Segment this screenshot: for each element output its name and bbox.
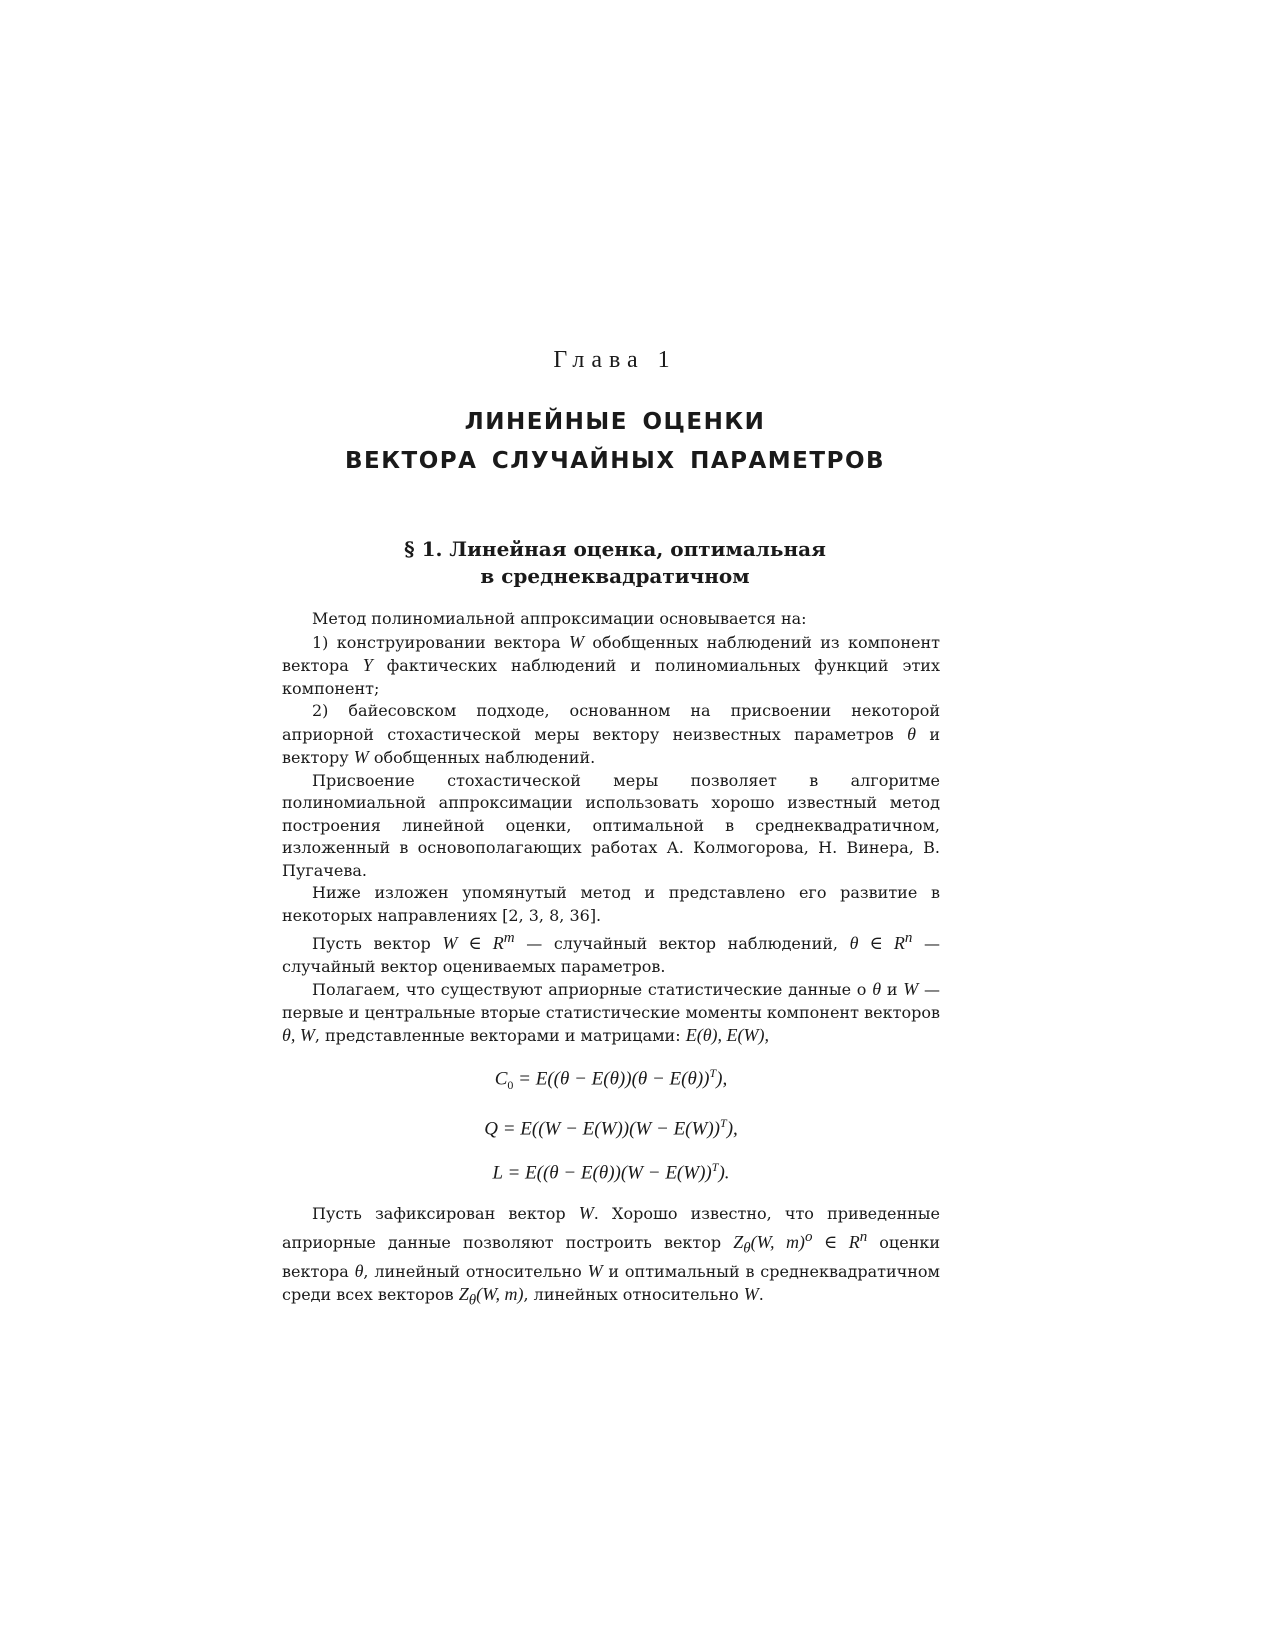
text-fragment: — случайный вектор оцениваемых параметров. [282, 934, 940, 976]
text-fragment: оценки вектора [282, 1232, 941, 1281]
paragraph-item-1 [282, 631, 940, 701]
math-var: θ [907, 723, 916, 744]
formula-block [282, 1054, 940, 1193]
math-sub: 0 [507, 1077, 514, 1092]
section-title-line-1: § 1. Линейная оценка, оптимальная [404, 537, 826, 561]
paragraph-intro: Метод полиномиальной аппроксимации основывается на: [312, 609, 807, 628]
math-sup: n [904, 930, 913, 946]
math-sub: θ [468, 1292, 477, 1309]
math-sup: n [859, 1228, 868, 1245]
text-fragment: и оптимальный в среднеквадратичном среди всех векторов [282, 1261, 940, 1305]
text-fragment: . [758, 1285, 764, 1305]
math-text: ). [718, 1162, 730, 1184]
paragraph-estimate [282, 1202, 940, 1312]
math-sup: o [804, 1228, 813, 1245]
body-text [282, 608, 940, 1312]
math-text: C [494, 1067, 508, 1089]
text-fragment: 1) конструировании вектора [312, 632, 561, 652]
math-text: Z [733, 1231, 744, 1252]
math-var: W [587, 1260, 603, 1281]
text-fragment: , линейных относительно [523, 1285, 739, 1305]
math-sup: T [720, 1115, 727, 1130]
paragraph-method: Ниже изложен упомянутый метод и представлено его развитие в некоторых направлениях [2, 3, 8, 36]. [282, 883, 940, 925]
math-expr [849, 930, 913, 953]
math-expr: E(θ), E(W), [685, 1025, 770, 1045]
text-fragment: — первые и центральные вторые статистические моменты компонент векторов [282, 980, 941, 1022]
text-fragment: . Хорошо известно, что приведенные априорные данные позволяют построить вектор [282, 1204, 941, 1252]
math-expr [458, 1284, 524, 1309]
math-text: L = E((θ − E(θ))(W − E(W)) [492, 1162, 712, 1184]
math-expr [733, 1228, 868, 1257]
math-text: θ ∈ R [849, 933, 905, 953]
section-title-line-2: в среднеквадратичном [480, 564, 750, 588]
chapter-label: Глава 1 [553, 347, 677, 373]
text-fragment: фактических наблюдений и полиномиальных функций этих компонент; [282, 656, 940, 698]
math-text: (W, m) [476, 1284, 524, 1305]
math-var: W [569, 631, 585, 652]
math-var: W [903, 979, 919, 999]
math-text: ), [726, 1117, 738, 1139]
text-fragment: Полагаем, что существуют априорные статистические данные о [312, 980, 867, 999]
paragraph-apriori [282, 978, 940, 1048]
math-text: (W, m) [750, 1231, 805, 1252]
math-var: θ [354, 1260, 364, 1281]
paragraph-item-2 [282, 700, 940, 770]
math-var: θ, W [282, 1025, 315, 1045]
text-fragment: , линейный относительно [363, 1261, 582, 1281]
math-text: = E((θ − E(θ))(θ − E(θ)) [513, 1067, 710, 1089]
formula-q [282, 1104, 940, 1148]
section-title [0, 536, 1230, 590]
math-var: W [743, 1284, 759, 1305]
paragraph-stochastic-measure: Присвоение стохастической меры позволяет в алгоритме полиномиальной аппроксимации использовать хорошо известный метод построения линейной оценки, оптимальной в среднеквадратичном, изложенный в основополагающих работах А. Колмогорова, Н. Винера, В. Пугачева. [282, 770, 940, 880]
math-var: Y [362, 655, 373, 675]
text-fragment: Пусть вектор [312, 934, 431, 953]
paragraph-vectors [282, 927, 940, 978]
math-var: θ [872, 979, 882, 999]
math-sup: m [503, 930, 515, 946]
math-sup: T [709, 1065, 717, 1080]
text-fragment: и [886, 980, 898, 999]
formula-l [282, 1148, 940, 1192]
math-var: W [353, 747, 369, 767]
formula-c0 [282, 1054, 940, 1104]
chapter-title [0, 403, 1230, 481]
math-text: W ∈ R [442, 933, 504, 953]
text-fragment: обобщенных наблюдений из компонент вектора [282, 632, 940, 675]
text-fragment: — случайный вектор наблюдений, [526, 934, 838, 953]
math-sup: T [711, 1159, 719, 1174]
text-fragment: обобщенных наблюдений. [373, 748, 596, 767]
math-sub: θ [743, 1240, 751, 1257]
math-text: ∈ R [823, 1231, 860, 1252]
math-expr [442, 930, 515, 953]
text-fragment: , представленные векторами и матрицами: [314, 1026, 681, 1045]
math-text: Z [458, 1284, 469, 1305]
chapter-title-line-2: ВЕКТОРА СЛУЧАЙНЫХ ПАРАМЕТРОВ [344, 448, 886, 474]
text-fragment: 2) байесовском подходе, основанном на присвоении некоторой априорной стохастической меры вектору неизвестных параметров [282, 701, 940, 744]
text-fragment: и вектору [282, 724, 940, 767]
math-text: Q = E((W − E(W))(W − E(W)) [484, 1117, 720, 1139]
text-fragment: Пусть зафиксирован вектор [312, 1204, 566, 1224]
math-text: ), [716, 1067, 728, 1089]
math-var: W [578, 1203, 594, 1224]
chapter-title-line-1: ЛИНЕЙНЫЕ ОЦЕНКИ [464, 409, 766, 435]
